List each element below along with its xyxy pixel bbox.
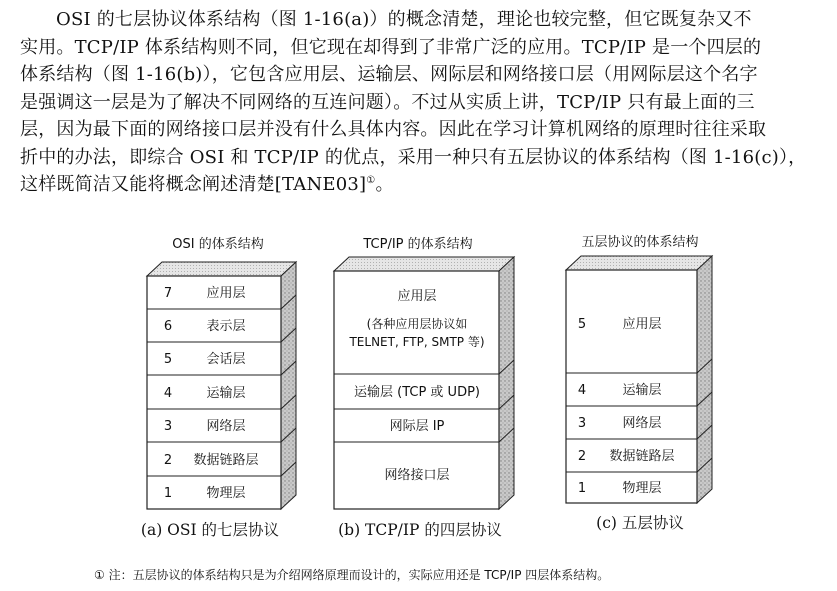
osi-box-top <box>147 262 296 276</box>
paragraph-line: 折中的办法，即综合 OSI 和 TCP/IP 的优点，采用一种只有五层协议的体系结构（图 1-16(c)）， <box>20 146 807 168</box>
tcpip-box-side <box>499 257 514 509</box>
paragraph-line: 是强调这一层是为了解决不同网络的互连问题）。不过从实质上讲，TCP/IP 只有最上面的三 <box>20 91 755 113</box>
five-layer-name: 应用层 <box>622 317 662 332</box>
osi-layer-name: 会话层 <box>206 352 246 367</box>
osi-layer-name: 运输层 <box>206 386 246 401</box>
tcpip-box-top <box>334 257 514 271</box>
five-box-top <box>566 256 712 270</box>
paragraph-line: 实用。TCP/IP 体系结构则不同，但它现在却得到了非常广泛的应用。TCP/IP 是一个四层的 <box>20 36 762 58</box>
five-layer-name: 物理层 <box>622 481 662 496</box>
tcpip-netif-layer: 网络接口层 <box>384 468 450 483</box>
paragraph-last-text: 这样既简洁又能将概念阐述清楚[TANE03] <box>20 174 367 195</box>
osi-layer-num: 3 <box>163 419 173 434</box>
osi-diagram <box>141 236 296 539</box>
five-layer-num: 2 <box>577 449 587 464</box>
tcpip-internet-layer: 网际层 IP <box>389 419 445 434</box>
five-caption: (c) 五层协议 <box>596 514 684 532</box>
osi-caption: (a) OSI 的七层协议 <box>140 521 280 539</box>
five-layer-num: 5 <box>577 317 587 332</box>
footnote: ① 注：五层协议的体系结构只是为介绍网络原理而设计的，实际应用还是 TCP/IP 四层体系结构。 <box>94 568 610 582</box>
tcpip-app-detail: TELNET, FTP, SMTP 等) <box>349 335 485 349</box>
tcpip-transport-layer: 运输层 (TCP 或 UDP) <box>353 385 481 400</box>
five-layer-name: 运输层 <box>622 383 662 398</box>
tcpip-app-detail: (各种应用层协议如 <box>366 317 468 331</box>
paragraph-line: 这样既简洁又能将概念阐述清楚[TANE03]①。 <box>20 174 394 195</box>
five-layer-num: 3 <box>577 416 587 431</box>
paragraph-line: OSI 的七层协议体系结构（图 1-16(a)）的概念清楚，理论也较完整，但它既复杂又不 <box>56 9 752 30</box>
tcpip-diagram <box>334 236 514 539</box>
paragraph-line: 体系结构（图 1-16(b)），它包含应用层、运输层、网际层和网络接口层（用网际层这个名字 <box>20 64 758 85</box>
five-layer-name: 数据链路层 <box>609 449 675 464</box>
five-layer-num: 1 <box>577 481 587 496</box>
osi-layer-name: 物理层 <box>206 486 246 501</box>
osi-layer-name: 网络层 <box>206 419 246 434</box>
osi-layer-num: 1 <box>163 486 173 501</box>
osi-title: OSI 的体系结构 <box>172 237 264 252</box>
five-title: 五层协议的体系结构 <box>581 235 699 250</box>
osi-layer-num: 2 <box>163 453 173 468</box>
five-box-side <box>697 256 712 503</box>
osi-layer-num: 5 <box>163 352 173 367</box>
five-layer-num: 4 <box>577 383 587 398</box>
osi-layer-num: 4 <box>163 386 173 401</box>
tcpip-caption: (b) TCP/IP 的四层协议 <box>338 521 502 539</box>
osi-layer-name: 应用层 <box>206 286 246 301</box>
osi-layer-num: 6 <box>163 319 173 334</box>
paragraph-line: 层，因为最下面的网络接口层并没有什么具体内容。因此在学习计算机网络的原理时往往采取 <box>20 119 767 140</box>
tcpip-title: TCP/IP 的体系结构 <box>363 237 473 252</box>
osi-layer-name: 表示层 <box>206 319 246 334</box>
tcpip-app-title: 应用层 <box>397 289 437 304</box>
footnote-marker: ① <box>366 175 376 186</box>
osi-box-side <box>281 262 296 509</box>
osi-layer-num: 7 <box>163 286 173 301</box>
five-layer-diagram <box>566 234 712 532</box>
five-layer-name: 网络层 <box>622 416 662 431</box>
osi-layer-name: 数据链路层 <box>193 453 259 468</box>
